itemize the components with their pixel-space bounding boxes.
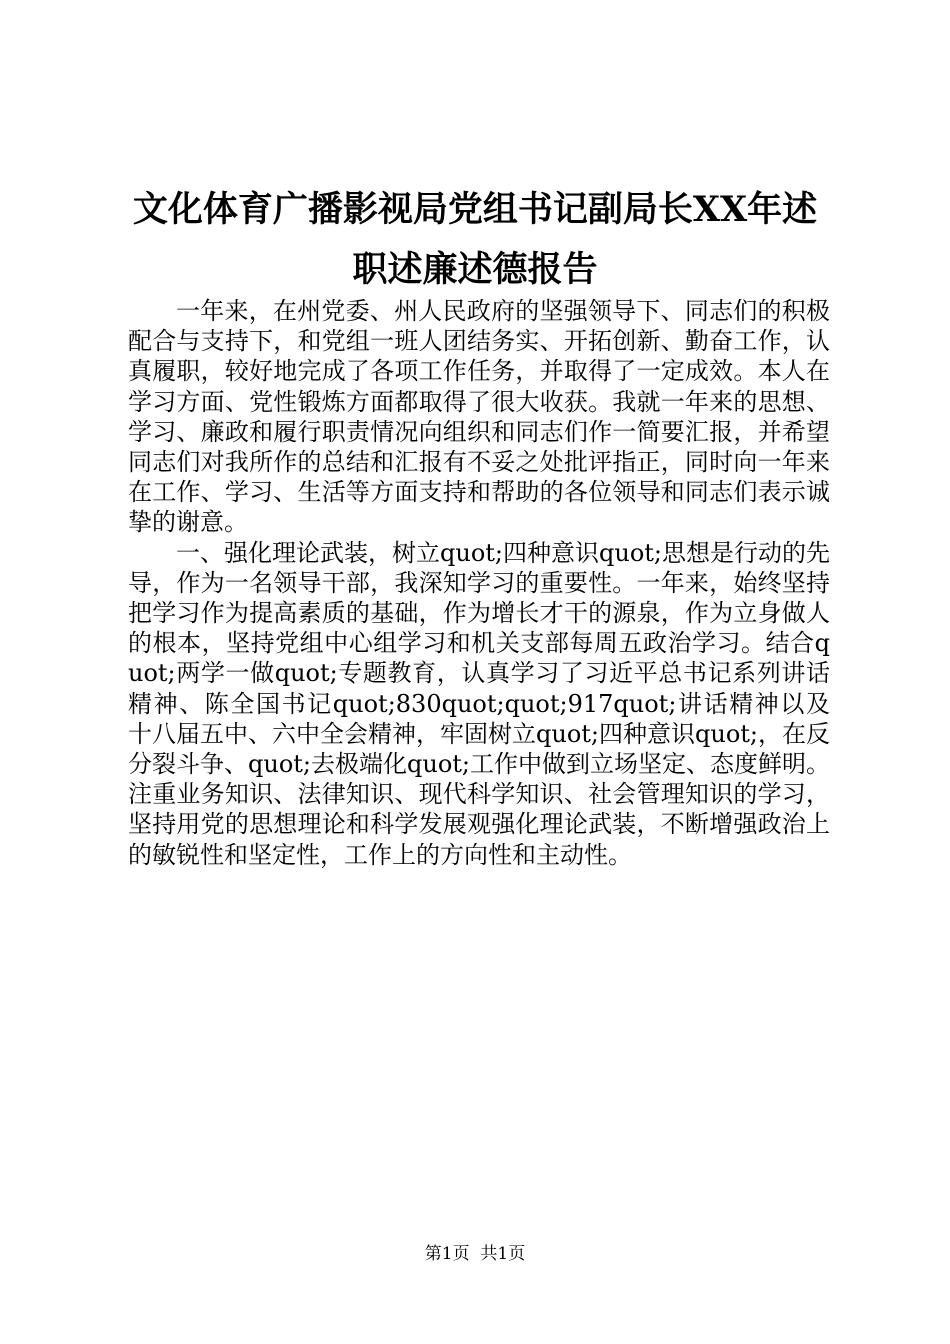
page-number-label: 第1页 共1页	[424, 1244, 526, 1264]
body-paragraph-2: 一、强化理论武装，树立quot;四种意识quot;思想是行动的先导，作为一名领导干部，我深知学习的重要性。一年来，始终坚持把学习作为提高素质的基础，作为增长才干的源泉，作为立身做人的根本，坚持党组中心组学习和机关支部每周五政治学习。结合quot;两学一做quot;专题教育，认真学习了习近平总书记系列讲话精神、陈全国书记quot;830quot;quot;917quot;讲话精神以及十八届五中、六中全会精神，牢固树立quot;四种意识quot;，在反分裂斗争、quot;去极端化quot;工作中做到立场坚定、态度鲜明。注重业务知识、法律知识、现代科学知识、社会管理知识的学习，坚持用党的思想理论和科学发展观强化理论武装，不断增强政治上的敏锐性和坚定性，工作上的方向性和主动性。	[128, 538, 830, 869]
document-body	[128, 296, 830, 870]
document-title-line-1: 文化体育广播影视局党组书记副局长XX年述	[132, 189, 818, 230]
document-title-line-2: 职述廉述德报告	[352, 249, 598, 290]
page-footer	[0, 1244, 950, 1264]
body-paragraph-1: 一年来，在州党委、州人民政府的坚强领导下、同志们的积极配合与支持下，和党组一班人团结务实、开拓创新、勤奋工作，认真履职，较好地完成了各项工作任务，并取得了一定成效。本人在学习方面、党性锻炼方面都取得了很大收获。我就一年来的思想、学习、廉政和履行职责情况向组织和同志们作一简要汇报，并希望同志们对我所作的总结和汇报有不妥之处批评指正，同时向一年来在工作、学习、生活等方面支持和帮助的各位领导和同志们表示诚挚的谢意。	[128, 297, 830, 537]
